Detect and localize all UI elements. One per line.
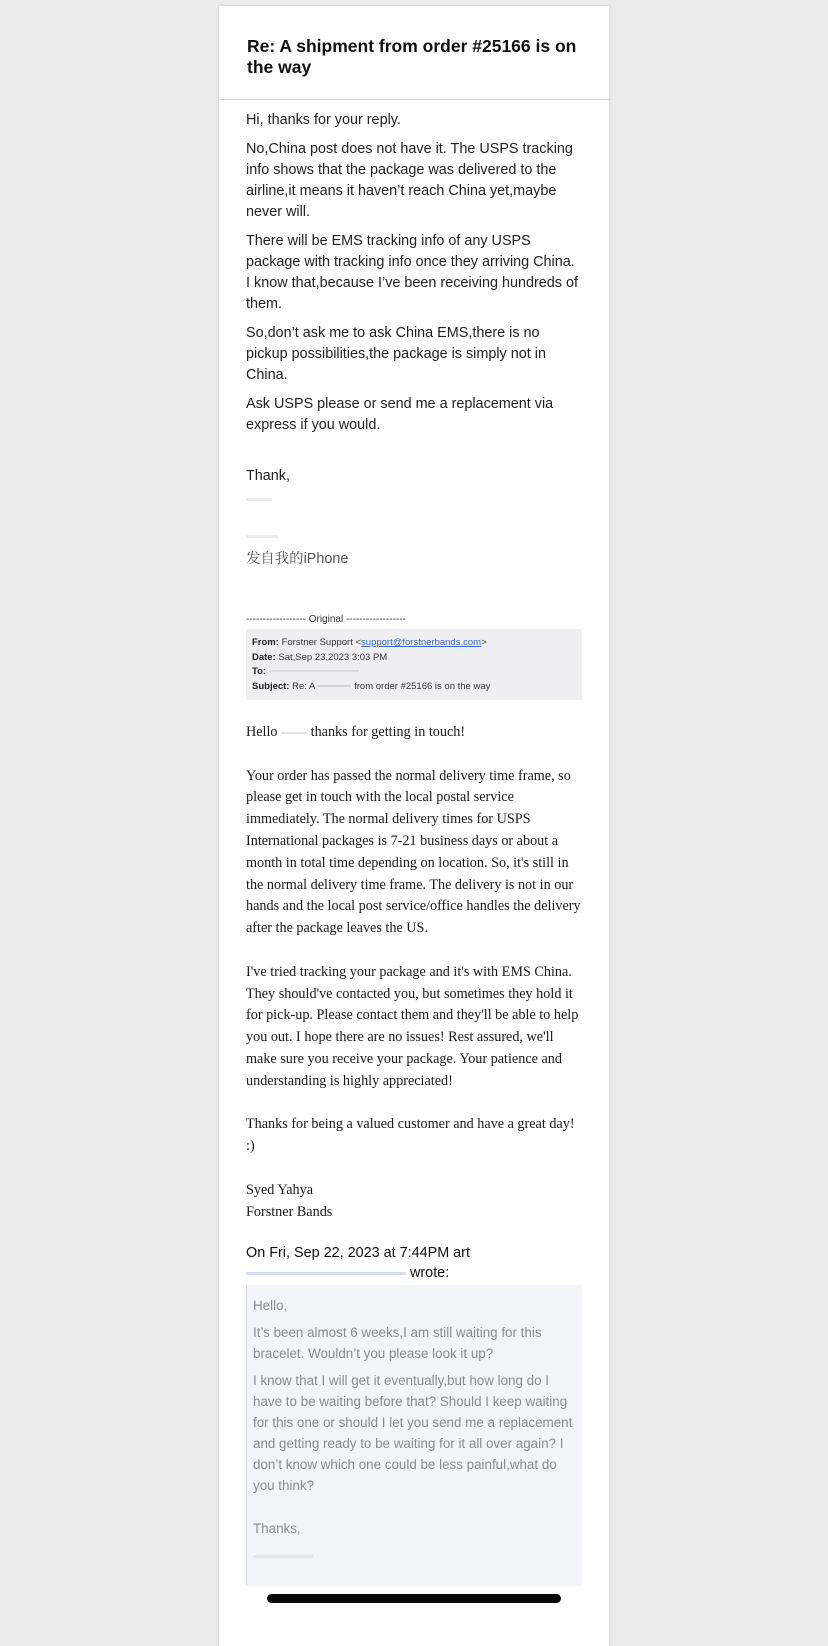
reply-paragraph: There will be EMS tracking info of any USPS package with tracking info once they arriving China. I know that,because I’ve been receiving hundreds of them. (246, 233, 578, 312)
support-greeting: Hello thanks for getting in touch! (246, 724, 466, 740)
redacted-customer-name (281, 732, 307, 734)
email-page (219, 6, 609, 1646)
email-body (219, 100, 609, 1586)
support-paragraph: Your order has passed the normal delivery time frame, so please get in touch with the local postal service immediately. The normal delivery times for USPS International packages is 7-21 business days or about a month in total time depending on location. So, it's still in the normal delivery time frame. The delivery is not in our hands and the local post service/office handles the delivery after the package leaves the US. (246, 767, 581, 937)
reply-closing: Thank, (246, 468, 290, 484)
quoted-paragraph: I know that I will get it eventually,but how long do I have to be waiting before that? Should I keep waiting for this one or should I let you send me a replacement and getting ready to be waiting for it all over again? I don’t know which one could be less painful,what do you think? (253, 1373, 573, 1494)
reply-paragraph: Ask USPS please or send me a replacement via express if you would. (246, 396, 554, 433)
meta-from: From: Forstner Support <support@forstnerbands.com> (252, 637, 487, 648)
reply-greeting: Hi, thanks for your reply. (246, 112, 401, 128)
quoted-greeting: Hello, (253, 1298, 288, 1314)
redacted-recipient (269, 670, 359, 672)
support-paragraph: I've tried tracking your package and it's with EMS China. They should've contacted you, but sometimes they hold it for pick-up. Please contact them and they'll be able to help you out. I hope there are no issues! Rest assured, we'll make sure you receive your package. Your patience and understanding is highly appreciated! (246, 963, 579, 1089)
redacted-signature (246, 491, 582, 503)
email-subject: Re: A shipment from order #25166 is on the way (247, 36, 577, 77)
email-header (219, 6, 609, 100)
meta-date: Date: Sat,Sep 23,2023 3:03 PM (252, 651, 388, 663)
quoted-header-date: On Fri, Sep 22, 2023 at 7:44PM art (246, 1245, 470, 1262)
original-meta-box (246, 629, 582, 700)
redacted-subject-part (317, 685, 351, 687)
signature-divider (246, 503, 582, 539)
quoted-header-sender: wrote: (246, 1263, 582, 1283)
quoted-message (246, 1285, 582, 1586)
sent-from-iphone: 发自我的iPhone (246, 551, 349, 567)
original-divider: ------------------ Original ------------------ (246, 614, 406, 625)
redacted-sender-email (246, 1272, 406, 1275)
support-paragraph: Thanks for being a valued customer and have a great day! :) (246, 1116, 575, 1155)
home-indicator[interactable] (267, 1594, 561, 1603)
signer-name: Syed Yahya (246, 1181, 314, 1198)
signer-company: Forstner Bands (246, 1203, 333, 1220)
quoted-paragraph: It’s been almost 6 weeks,I am still waiting for this bracelet. Wouldn’t you please look it up? (253, 1325, 542, 1362)
support-email-link[interactable]: support@forstnerbands.com (361, 637, 482, 648)
redacted-quoted-signature (253, 1545, 576, 1566)
reply-paragraph: No,China post does not have it. The USPS tracking info shows that the package was delivered to the airline,it means it haven’t reach China yet,maybe never will. (246, 141, 573, 220)
meta-to: To: (252, 665, 576, 680)
reply-message (246, 110, 582, 570)
quoted-header (246, 1243, 582, 1283)
meta-subject: Subject: Re: A from order #25166 is on the way (252, 680, 491, 692)
support-message (246, 722, 582, 1223)
quoted-closing: Thanks, (253, 1521, 301, 1537)
reply-paragraph: So,don’t ask me to ask China EMS,there is no pickup possibilities,the package is simply not in China. (246, 325, 546, 383)
